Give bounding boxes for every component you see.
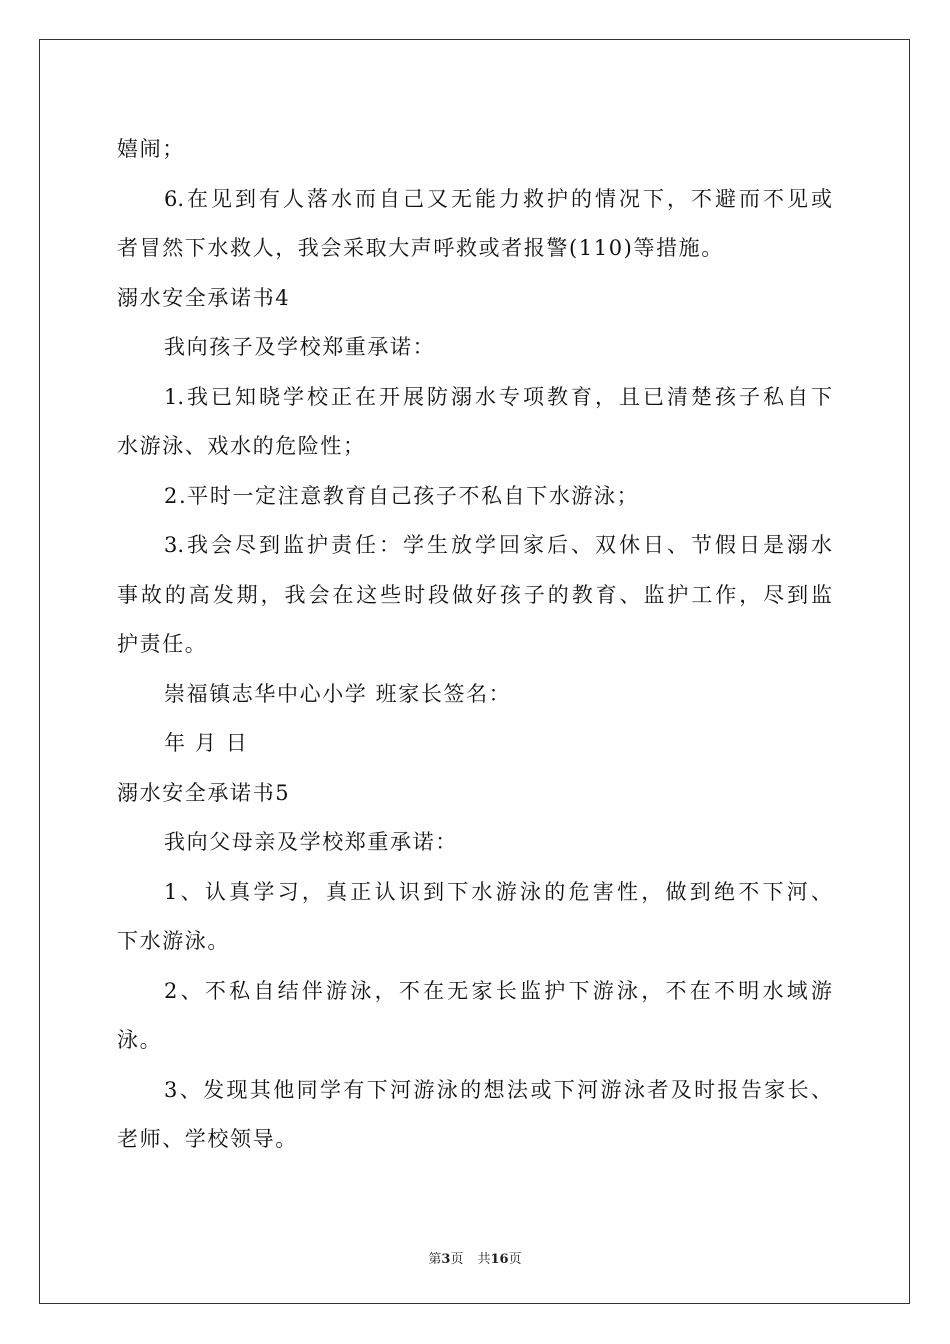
text-line: 年 月 日 <box>164 731 249 755</box>
text-line: 溺水安全承诺书4 <box>117 285 291 310</box>
text-line: 我向父母亲及学校郑重承诺： <box>164 830 458 854</box>
text-line: 崇福镇志华中心小学 班家长签名： <box>164 681 512 706</box>
total-suffix: 页 <box>508 1252 522 1267</box>
text-line: 3.我会尽到监护责任：学生放学回家后、双休日、节假日是溺水 <box>164 533 832 557</box>
page-number: 3 <box>441 1252 451 1267</box>
text-line: 1.我已知晓学校正在开展防溺水专项教育，且已清楚孩子私自下 <box>164 384 832 409</box>
page-suffix: 页 <box>450 1252 464 1267</box>
text-line: 护责任。 <box>117 632 208 656</box>
page-footer <box>0 1248 950 1267</box>
text-line: 下水游泳。 <box>117 929 230 953</box>
text-line: 事故的高发期，我会在这些时段做好孩子的教育、监护工作，尽到监 <box>117 582 832 607</box>
text-line: 老师、学校领导。 <box>117 1127 298 1151</box>
text-line: 我向孩子及学校郑重承诺： <box>164 335 436 359</box>
text-line: 者冒然下水救人，我会采取大声呼救或者报警(110)等措施。 <box>117 236 724 260</box>
text-line: 6.在见到有人落水而自己又无能力救护的情况下，不避而不见或 <box>164 186 832 211</box>
page-prefix: 第 <box>428 1252 442 1267</box>
text-line: 嬉闹； <box>117 137 185 161</box>
text-line: 水游泳、戏水的危险性； <box>117 434 366 458</box>
document-body <box>117 125 832 1165</box>
text-line: 泳。 <box>117 1028 163 1052</box>
text-line: 1、认真学习，真正认识到下水游泳的危害性，做到绝不下河、 <box>164 879 832 904</box>
text-line: 2、不私自结伴游泳，不在无家长监护下游泳，不在不明水域游 <box>164 978 832 1003</box>
total-pages: 16 <box>490 1252 509 1267</box>
total-prefix: 共 <box>477 1252 491 1267</box>
text-line: 2.平时一定注意教育自己孩子不私自下水游泳； <box>164 483 640 508</box>
text-line: 3、发现其他同学有下河游泳的想法或下河游泳者及时报告家长、 <box>164 1077 832 1102</box>
text-line: 溺水安全承诺书5 <box>117 780 291 805</box>
